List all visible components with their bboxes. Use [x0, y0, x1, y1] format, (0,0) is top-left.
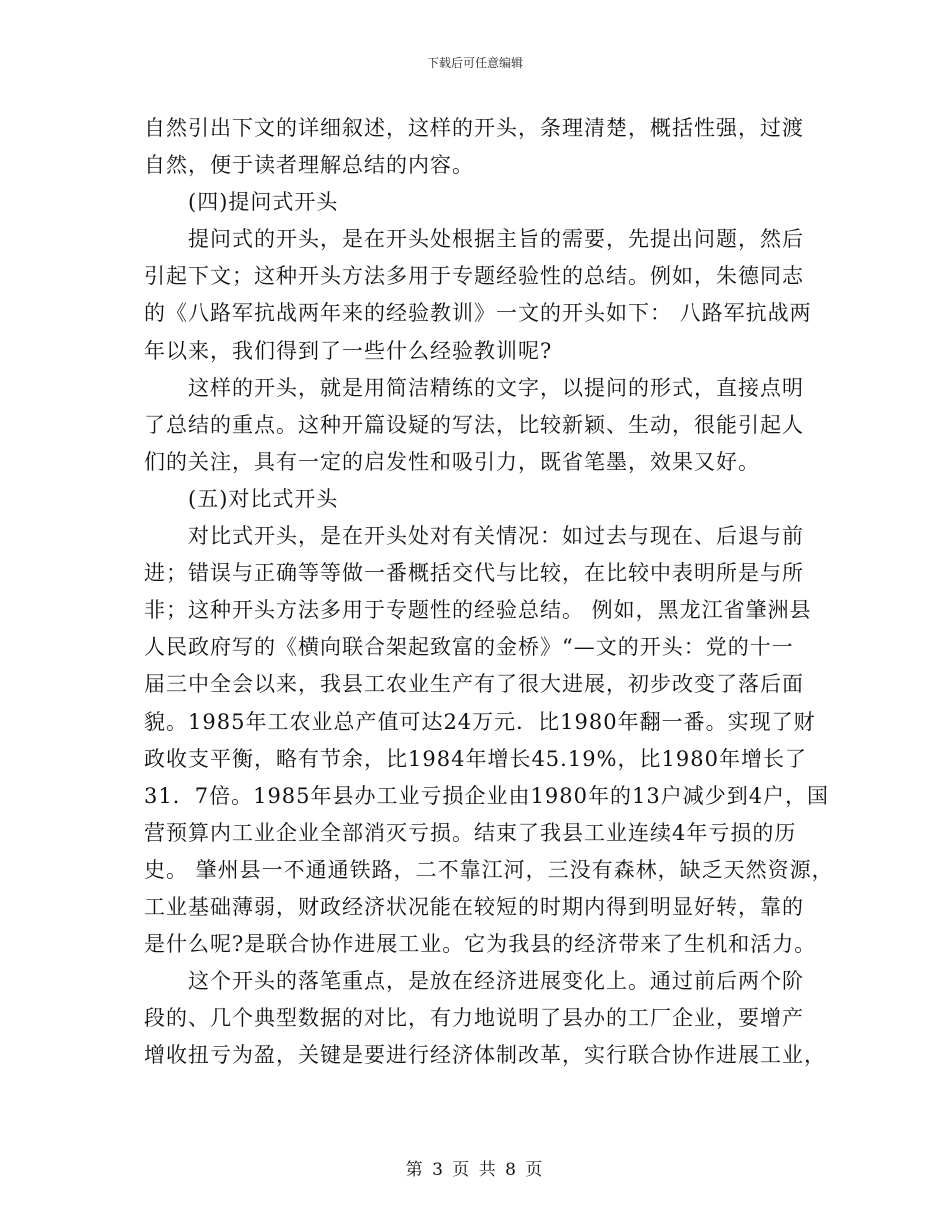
text-line: 段的、几个典型数据的对比，有力地说明了县办的工厂企业，要增产 [144, 1006, 804, 1031]
text-line: 人民政府写的《横向联合架起致富的金桥》“—文的开头：党的十一 [144, 635, 794, 660]
text-line: 工业基础薄弱，财政经济状况能在较短的时期内得到明显好转，靠的 [144, 894, 804, 919]
text-line: 们的关注，具有一定的启发性和吸引力，既省笔墨，效果又好。 [144, 449, 760, 474]
text-line: 增收扭亏为盈，关键是要进行经济体制改革，实行联合协作进展工业， [144, 1043, 826, 1068]
text-line: 营预算内工业企业全部消灭亏损。结束了我县工业连续4年亏损的历 [144, 820, 797, 845]
text-line: 自然引出下文的详细叙述，这样的开头，条理清楚，概括性强，过渡 [144, 116, 804, 140]
text-line: 政收支平衡，略有节余，比1984年增长45.19%，比1980年增长了 [144, 746, 807, 771]
document-body [144, 110, 834, 1074]
text-line: 这样的开头，就是用简洁精练的文字，以提问的形式，直接点明 [188, 375, 804, 400]
text-line: (五)对比式开头 [188, 486, 339, 511]
text-line: 届三中全会以来，我县工农业生产有了很大进展，初步改变了落后面 [144, 672, 804, 697]
text-line: 非；这种开头方法多用于专题性的经验总结。 例如，黑龙江省肇洲县 [144, 598, 812, 623]
text-line: 31．7倍。1985年县办工业亏损企业由1980年的13户减少到4户，国 [144, 783, 830, 808]
text-line: 提问式的开头，是在开头处根据主旨的需要，先提出问题，然后 [188, 227, 804, 252]
text-line: 引起下文；这种开头方法多用于专题经验性的总结。例如，朱德同志 [144, 264, 804, 289]
text-line: 貌。1985年工农业总产值可达24万元．比1980年翻一番。实现了财 [144, 709, 816, 734]
text-line: 年以来，我们得到了一些什么经验教训呢? [144, 338, 553, 363]
text-line: 是什么呢?是联合协作进展工业。它为我县的经济带来了生机和活力。 [144, 932, 817, 957]
text-line: 了总结的重点。这种开篇设疑的写法，比较新颖、生动，很能引起人 [144, 412, 804, 437]
text-line: 史。 肇州县一不通通铁路，二不靠江河，三没有森林，缺乏天然资源， [144, 857, 834, 882]
text-line: 对比式开头，是在开头处对有关情况：如过去与现在、后退与前 [188, 524, 804, 549]
text-line: 进；错误与正确等等做一番概括交代与比较，在比较中表明所是与所 [144, 561, 804, 586]
page-header-note: 下载后可任意编辑 [426, 56, 523, 70]
text-line: 的《八路军抗战两年来的经验教训》一文的开头如下： 八路军抗战两 [144, 301, 812, 326]
text-line: (四)提问式开头 [188, 190, 339, 215]
page-number: 第 3 页 共 8 页 [405, 1160, 545, 1180]
text-line: 这个开头的落笔重点，是放在经济进展变化上。通过前后两个阶 [188, 969, 804, 994]
text-line: 自然，便于读者理解总结的内容。 [144, 153, 474, 178]
